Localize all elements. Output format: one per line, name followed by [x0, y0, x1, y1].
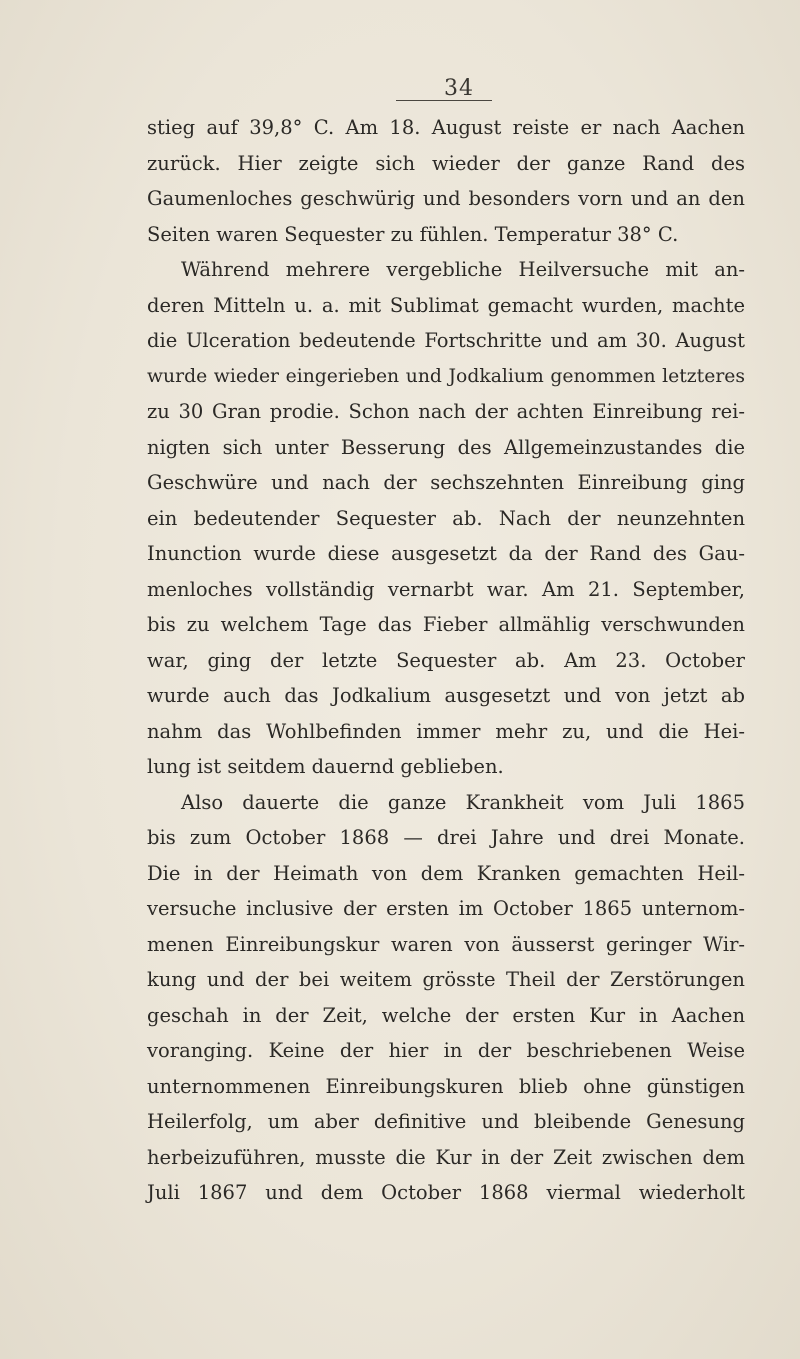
text-line: voranging. Keine der hier in der beschriebenen Weise [147, 1039, 745, 1062]
text-line: zu 30 Gran prodie. Schon nach der achten Einreibung rei- [147, 400, 745, 423]
text-line: Gaumenloches geschwürig und besonders vorn und an den [147, 187, 745, 210]
text-line: geschah in der Zeit, welche der ersten Kur in Aachen [147, 1003, 745, 1027]
text-line: bis zu welchem Tage das Fieber allmählig verschwunden [147, 613, 745, 636]
text-line: wurde wieder eingerieben und Jodkalium genommen letzteres [147, 365, 745, 387]
text-line: Geschwüre und nach der sechszehnten Einreibung ging [147, 471, 745, 494]
text-line: nigten sich unter Besserung des Allgemeinzustandes die [147, 435, 745, 459]
text-line: Seiten waren Sequester zu fühlen. Temperatur 38° C. [147, 222, 679, 246]
page-number-rule [396, 100, 492, 101]
text-line: lung ist seitdem dauernd geblieben. [147, 755, 504, 778]
text-line: Heilerfolg, um aber definitive und bleibende Genesung [147, 1110, 745, 1133]
text-line: bis zum October 1868 — drei Jahre und drei Monate. [147, 826, 745, 849]
text-line: Die in der Heimath von dem Kranken gemachten Heil- [147, 861, 745, 885]
text-line: ein bedeutender Sequester ab. Nach der neunzehnten [147, 506, 745, 530]
text-line: nahm das Wohlbefinden immer mehr zu, und die Hei- [147, 719, 745, 743]
text-line: wurde auch das Jodkalium ausgesetzt und von jetzt ab [147, 684, 745, 707]
text-line: herbeizuführen, musste die Kur in der Zeit zwischen dem [147, 1145, 745, 1169]
text-line: unternommenen Einreibungskuren blieb ohne günstigen [147, 1074, 745, 1098]
text-line: Also dauerte die ganze Krankheit vom Juli 1865 [181, 790, 745, 814]
text-line: kung und der bei weitem grösste Theil der Zerstörungen [147, 968, 745, 991]
text-line: Juli 1867 und dem October 1868 viermal wiederholt [147, 1181, 745, 1204]
text-line: Während mehrere vergebliche Heilversuche mit an- [181, 258, 745, 281]
text-line: menen Einreibungskur waren von äusserst geringer Wir- [147, 932, 745, 956]
text-line: war, ging der letzte Sequester ab. Am 23. October [147, 648, 745, 672]
text-line: Inunction wurde diese ausgesetzt da der Rand des Gau- [147, 542, 745, 565]
page-number: 34 [444, 76, 474, 101]
body-text [147, 110, 745, 1211]
text-line: die Ulceration bedeutende Fortschritte und am 30. August [147, 329, 745, 352]
text-line: zurück. Hier zeigte sich wieder der ganze Rand des [147, 151, 745, 175]
text-line: stieg auf 39,8° C. Am 18. August reiste er nach Aachen [147, 116, 745, 139]
text-line: deren Mitteln u. a. mit Sublimat gemacht wurden, machte [147, 293, 745, 317]
text-line: versuche inclusive der ersten im October 1865 unternom- [147, 897, 745, 920]
text-line: menloches vollständig vernarbt war. Am 21. September, [147, 577, 745, 601]
